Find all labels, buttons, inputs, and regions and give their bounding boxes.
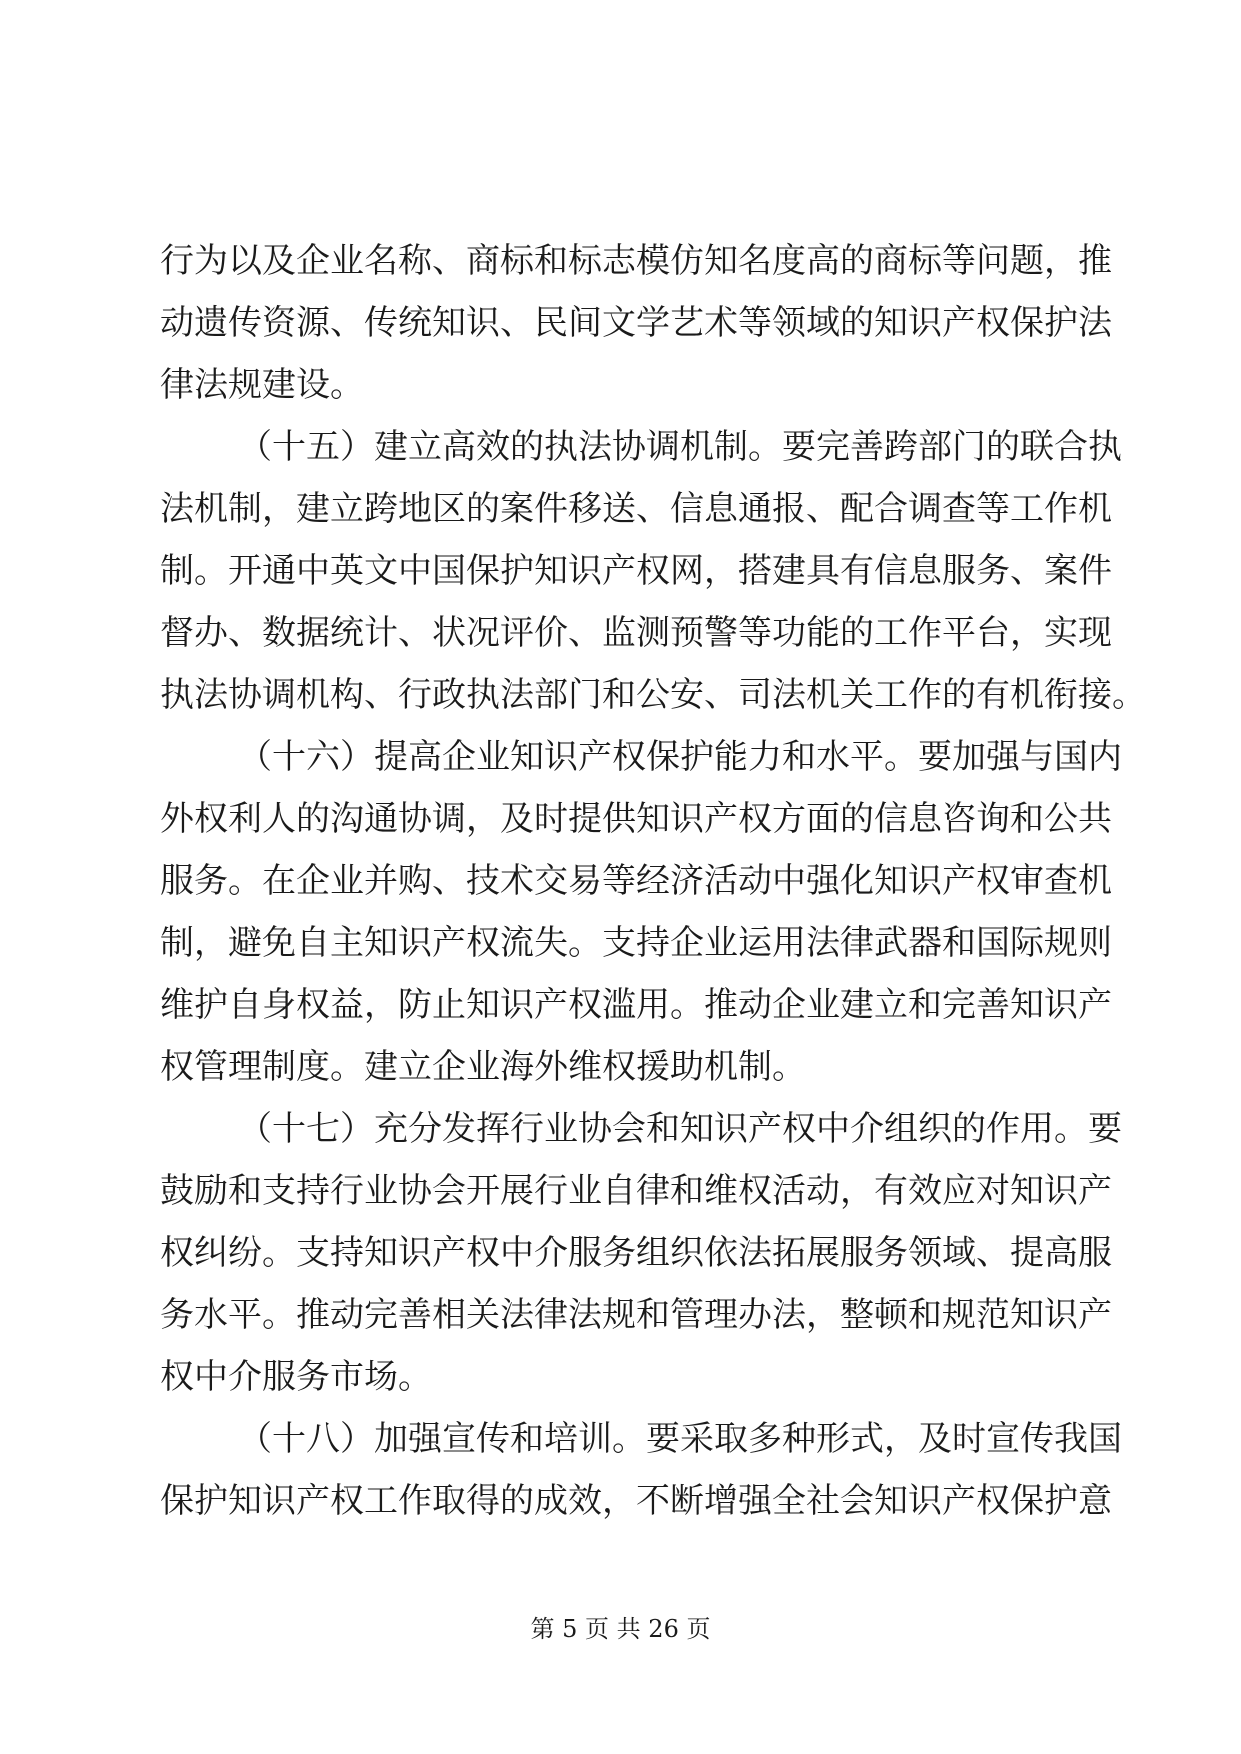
text-line: 权纠纷。支持知识产权中介服务组织依法拓展服务领域、提高服 <box>160 1233 1112 1273</box>
page-number-footer: 第 5 页 共 26 页 <box>530 1615 711 1643</box>
text-line: 权中介服务市场。 <box>160 1357 432 1397</box>
text-line: 法机制，建立跨地区的案件移送、信息通报、配合调查等工作机 <box>160 489 1112 529</box>
text-line: 维护自身权益，防止知识产权滥用。推动企业建立和完善知识产 <box>160 985 1112 1025</box>
text-line: 保护知识产权工作取得的成效，不断增强全社会知识产权保护意 <box>160 1481 1112 1521</box>
text-line: 服务。在企业并购、技术交易等经济活动中强化知识产权审查机 <box>160 861 1112 901</box>
text-line: 制。开通中英文中国保护知识产权网，搭建具有信息服务、案件 <box>160 551 1112 591</box>
paragraph-heading-line: （十八）加强宣传和培训。要采取多种形式，及时宣传我国 <box>238 1419 1122 1459</box>
text-line: 执法协调机构、行政执法部门和公安、司法机关工作的有机衔接。 <box>160 675 1146 715</box>
paragraph-heading-line: （十五）建立高效的执法协调机制。要完善跨部门的联合执 <box>238 427 1122 467</box>
text-line: 权管理制度。建立企业海外维权援助机制。 <box>160 1047 806 1087</box>
text-line: 外权利人的沟通协调，及时提供知识产权方面的信息咨询和公共 <box>160 799 1112 839</box>
text-line: 督办、数据统计、状况评价、监测预警等功能的工作平台，实现 <box>160 613 1112 653</box>
paragraph-heading-line: （十七）充分发挥行业协会和知识产权中介组织的作用。要 <box>238 1109 1122 1149</box>
paragraph-heading-line: （十六）提高企业知识产权保护能力和水平。要加强与国内 <box>238 737 1122 777</box>
text-line: 制，避免自主知识产权流失。支持企业运用法律武器和国际规则 <box>160 923 1112 963</box>
text-line: 动遗传资源、传统知识、民间文学艺术等领域的知识产权保护法 <box>160 303 1112 343</box>
text-line: 鼓励和支持行业协会开展行业自律和维权活动，有效应对知识产 <box>160 1171 1112 1211</box>
text-line: 务水平。推动完善相关法律法规和管理办法，整顿和规范知识产 <box>160 1295 1112 1335</box>
text-line: 律法规建设。 <box>160 365 364 405</box>
text-line: 行为以及企业名称、商标和标志模仿知名度高的商标等问题，推 <box>160 241 1112 281</box>
